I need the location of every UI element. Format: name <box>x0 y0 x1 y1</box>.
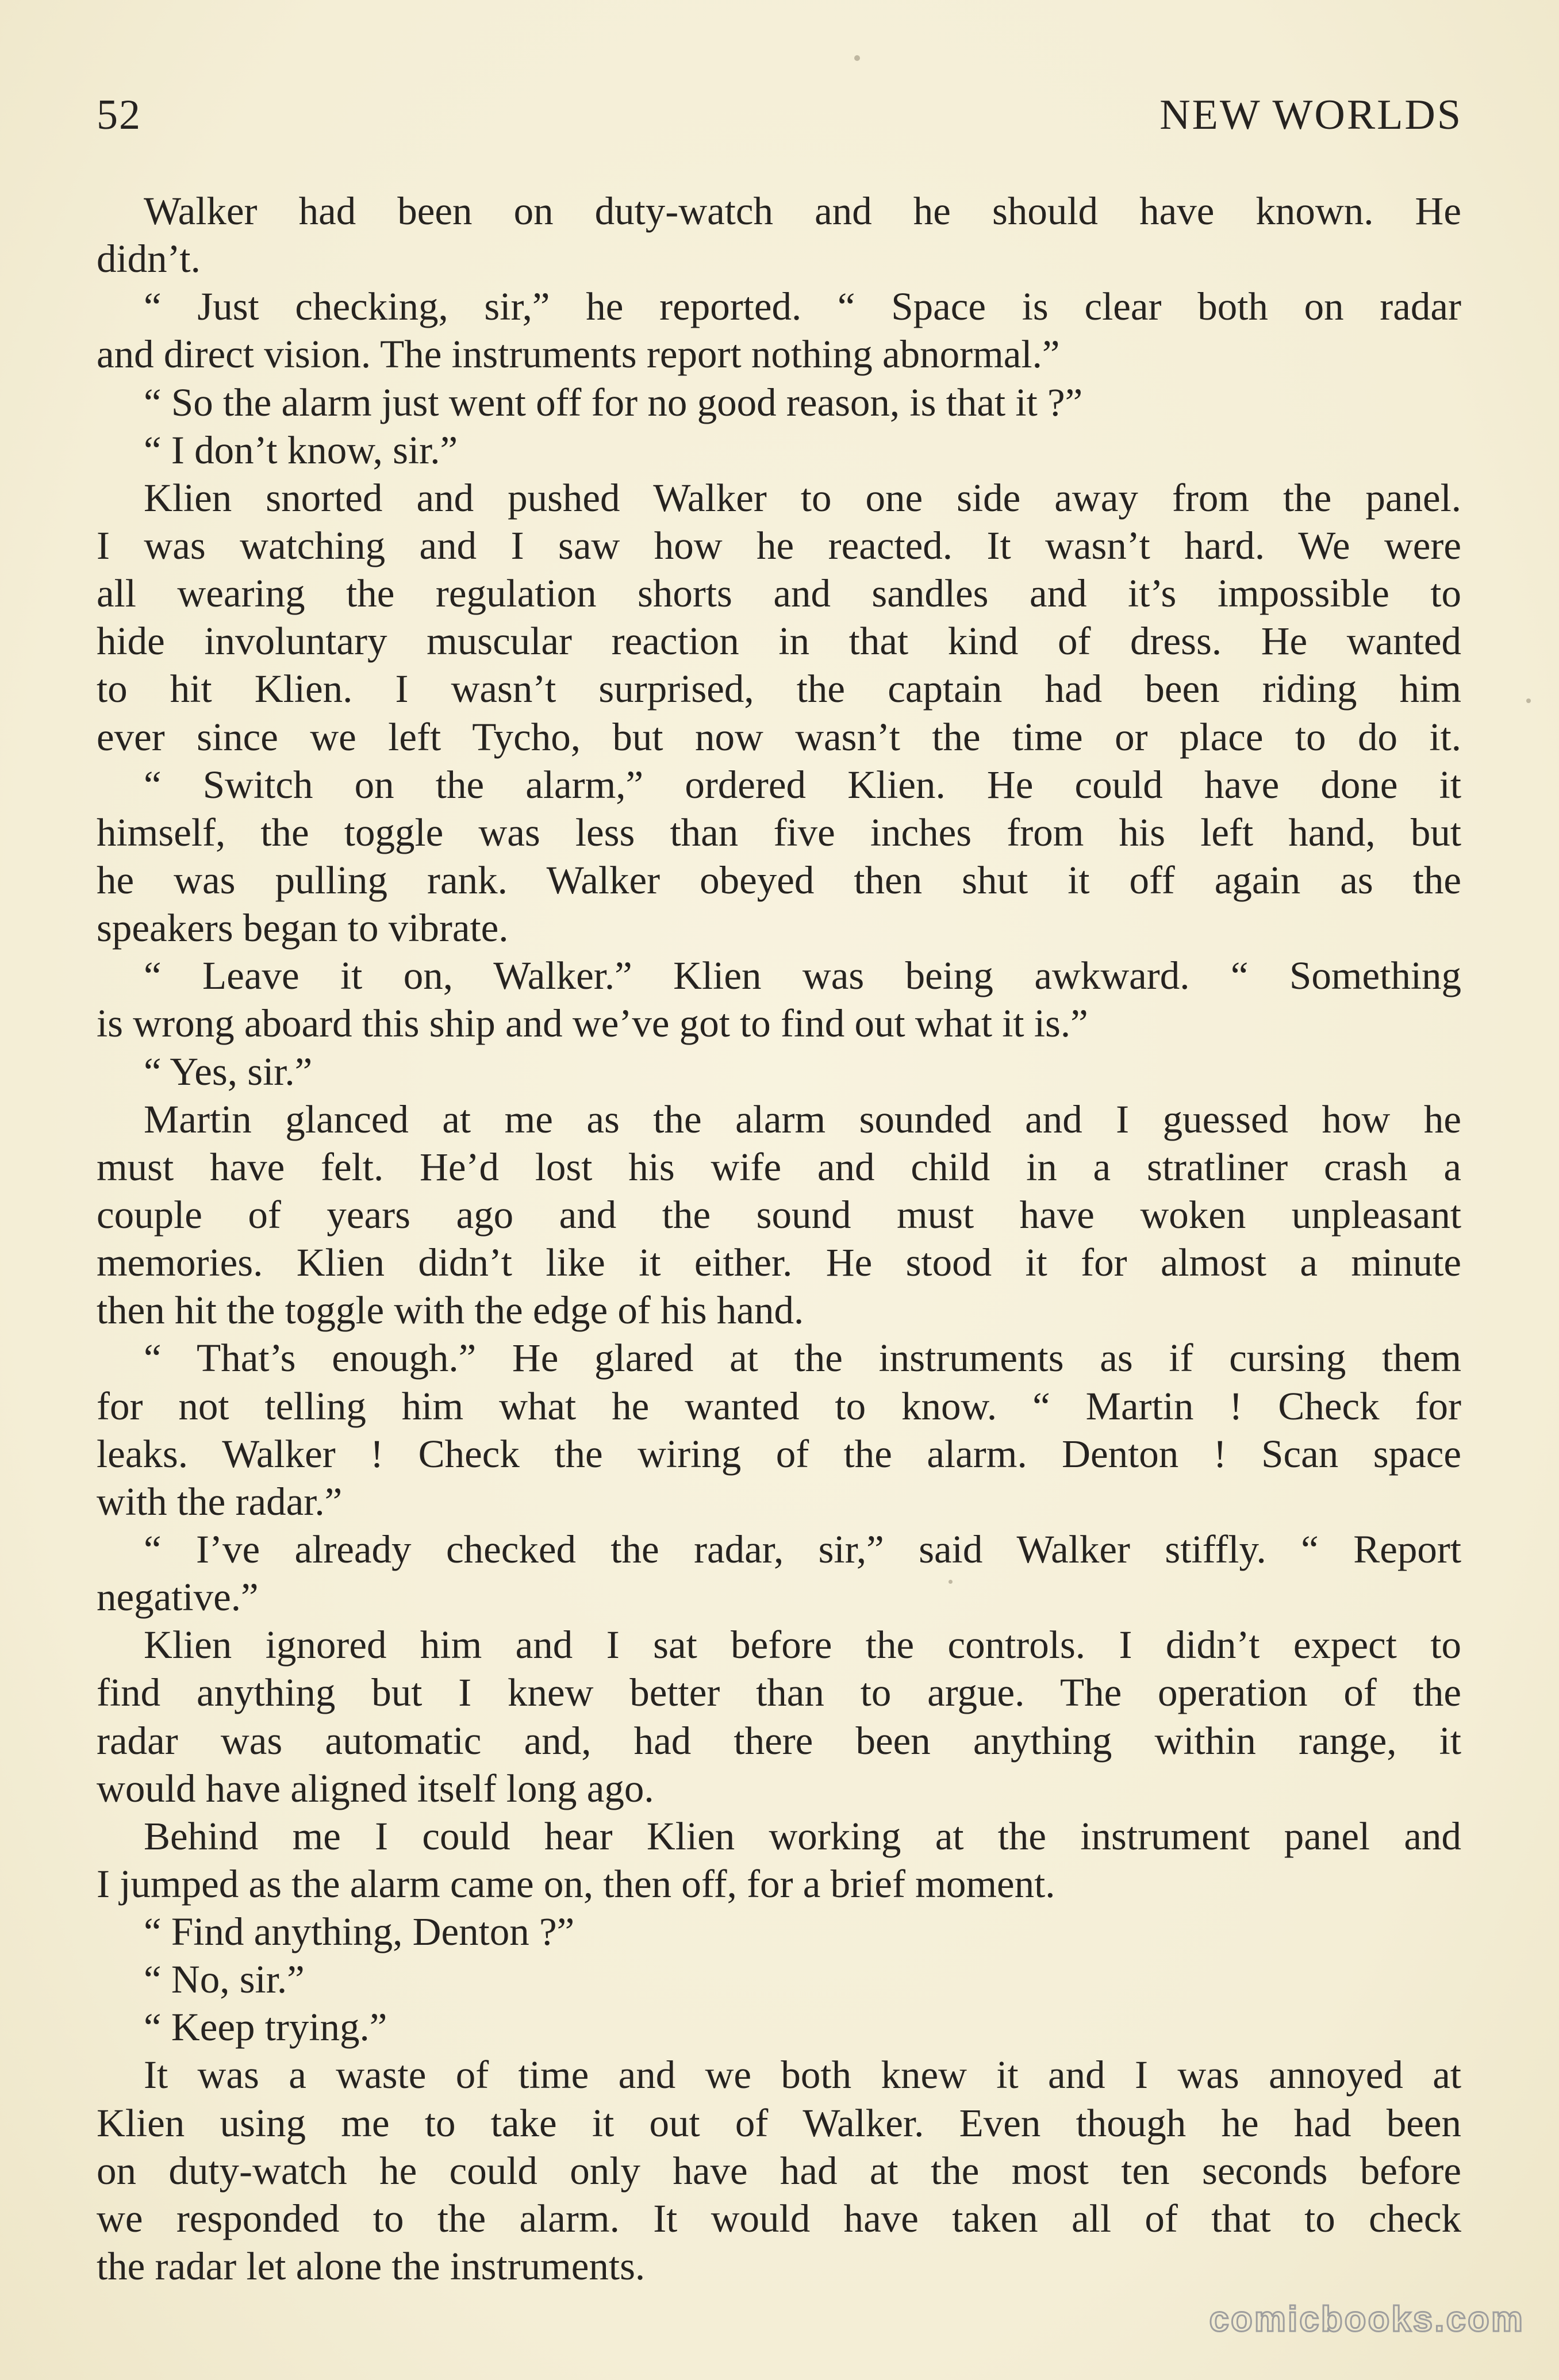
running-head: NEW WORLDS <box>1159 91 1462 139</box>
text-line: speakers began to vibrate. <box>97 906 509 950</box>
text-line: “ That’s enough.” He glared at the instruments as if cursing them <box>144 1336 1461 1380</box>
text-line: “ Switch on the alarm,” ordered Klien. He could have done it <box>144 762 1461 807</box>
text-line: find anything but I knew better than to argue. The operation of the <box>97 1671 1461 1715</box>
text-line: Martin glanced at me as the alarm sounded and I guessed how he <box>144 1097 1461 1141</box>
watermark-logo: comicbooks.com <box>1209 2300 1525 2339</box>
text-line: “ Find anything, Denton ?” <box>144 1910 575 1954</box>
text-line: to hit Klien. I wasn’t surprised, the captain had been riding him <box>97 667 1461 711</box>
text-line: “ No, sir.” <box>144 1957 305 2002</box>
text-line: on duty-watch he could only have had at the most ten seconds before <box>97 2148 1461 2193</box>
text-line: must have felt. He’d lost his wife and child in a stratliner crash a <box>97 1145 1461 1189</box>
text-line: negative.” <box>97 1575 259 1619</box>
text-line: with the radar.” <box>97 1479 343 1523</box>
text-line: ever since we left Tycho, but now wasn’t the time or place to do it. <box>97 715 1461 759</box>
paper-speck <box>854 55 860 61</box>
text-line: all wearing the regulation shorts and sandles and it’s impossible to <box>97 571 1461 616</box>
text-line: Klien snorted and pushed Walker to one side away from the panel. <box>144 475 1461 520</box>
text-line: “ I’ve already checked the radar, sir,” said Walker stiffly. “ Report <box>144 1527 1461 1571</box>
text-line: “ So the alarm just went off for no good reason, is that it ?” <box>144 380 1083 424</box>
text-line: memories. Klien didn’t like it either. He stood it for almost a minute <box>97 1241 1461 1285</box>
text-line: I jumped as the alarm came on, then off, for a brief moment. <box>97 1861 1055 1906</box>
text-line: is wrong aboard this ship and we’ve got to find out what it is.” <box>97 1001 1088 1046</box>
text-line: didn’t. <box>97 237 201 281</box>
text-line: couple of years ago and the sound must have woken unpleasant <box>97 1192 1461 1237</box>
text-line: “ Leave it on, Walker.” Klien was being awkward. “ Something <box>144 954 1461 998</box>
text-line: hide involuntary muscular reaction in that kind of dress. He wanted <box>97 619 1461 663</box>
text-line: would have aligned itself long ago. <box>97 1766 654 1810</box>
text-line: the radar let alone the instruments. <box>97 2244 646 2289</box>
text-line: radar was automatic and, had there been anything within range, it <box>97 1718 1461 1763</box>
text-line: and direct vision. The instruments report nothing abnormal.” <box>97 332 1060 377</box>
text-line: “ I don’t know, sir.” <box>144 428 458 472</box>
text-line: we responded to the alarm. It would have taken all of that to check <box>97 2196 1461 2240</box>
text-line: then hit the toggle with the edge of his hand. <box>97 1288 804 1333</box>
text-line: I was watching and I saw how he reacted. It wasn’t hard. We were <box>97 523 1461 567</box>
page-header <box>97 86 1462 144</box>
text-line: himself, the toggle was less than five inches from his left hand, but <box>97 810 1461 854</box>
text-line: leaks. Walker ! Check the wiring of the alarm. Denton ! Scan space <box>97 1431 1461 1476</box>
text-line: Klien using me to take it out of Walker. Even though he had been <box>97 2101 1461 2145</box>
body-text <box>97 187 1461 2290</box>
text-line: he was pulling rank. Walker obeyed then shut it off again as the <box>97 858 1461 902</box>
text-line: It was a waste of time and we both knew it and I was annoyed at <box>144 2053 1461 2097</box>
text-line: for not telling him what he wanted to know. “ Martin ! Check for <box>97 1384 1461 1428</box>
text-line: Walker had been on duty-watch and he should have known. He <box>144 189 1461 233</box>
text-line: “ Just checking, sir,” he reported. “ Space is clear both on radar <box>144 285 1461 329</box>
page-number: 52 <box>97 91 141 139</box>
text-line: “ Yes, sir.” <box>144 1049 313 1093</box>
text-line: Behind me I could hear Klien working at the instrument panel and <box>144 1814 1461 1858</box>
paper-speck <box>1526 698 1531 703</box>
text-line: “ Keep trying.” <box>144 2005 387 2049</box>
text-line: Klien ignored him and I sat before the controls. I didn’t expect to <box>144 1623 1461 1667</box>
